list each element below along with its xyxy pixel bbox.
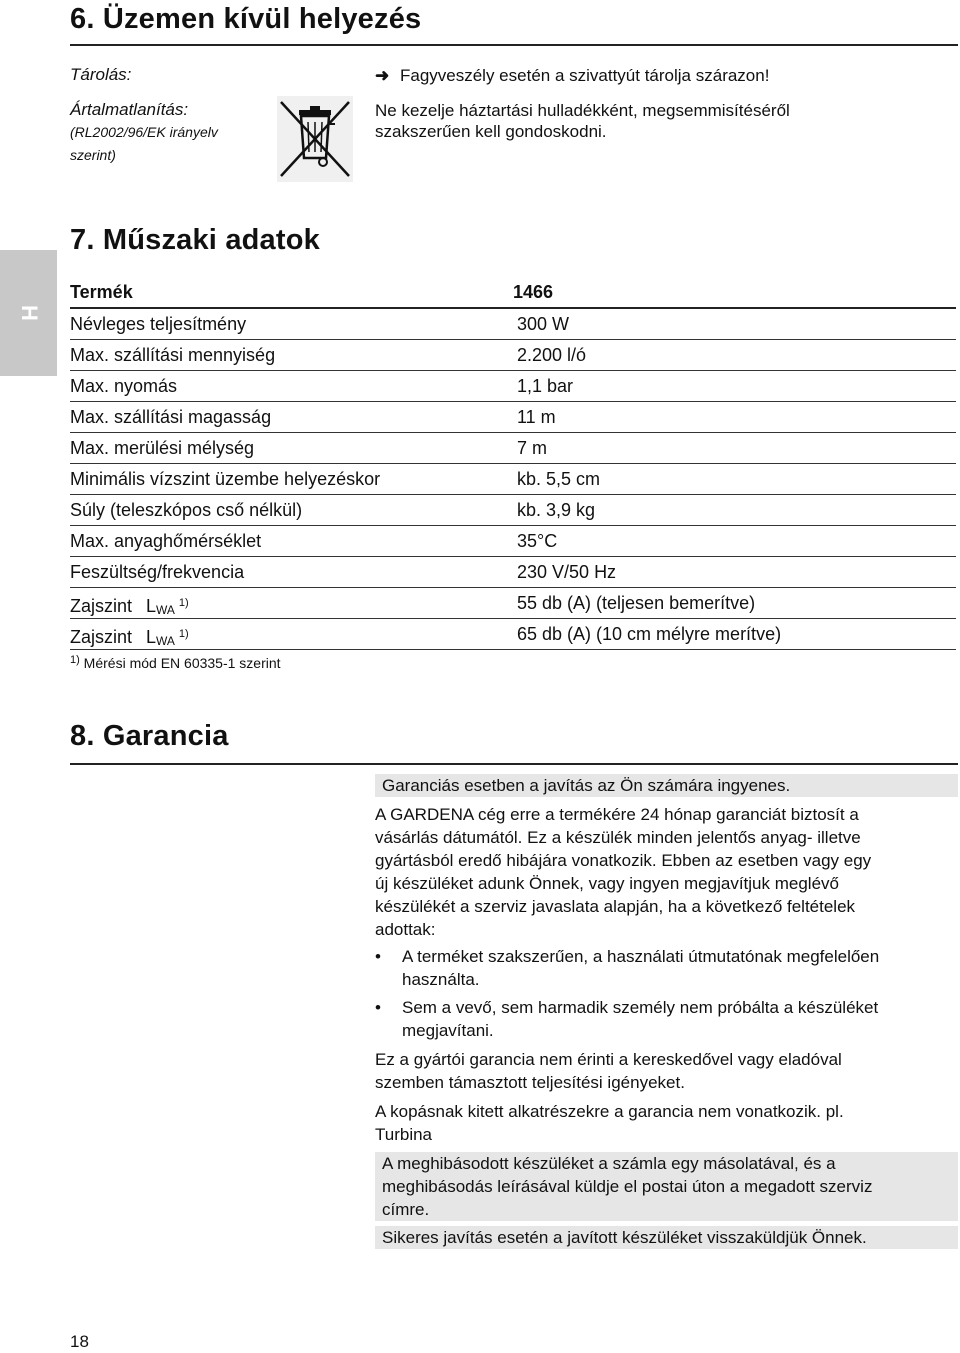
- disposal-text-line2: szakszerűen kell gondoskodni.: [375, 122, 607, 141]
- disposal-label: Ártalmatlanítás:: [70, 100, 189, 119]
- warranty-line: A meghibásodott készüléket a számla egy másolatával, és a: [382, 1154, 836, 1173]
- spec-row: [70, 371, 956, 402]
- spec-value: 230 V/50 Hz: [517, 562, 617, 582]
- warranty-line: meghibásodás leírásával küldje el postai úton a megadott szerviz: [382, 1177, 873, 1196]
- warranty-line: használta.: [402, 970, 480, 989]
- warranty-line: szemben támasztott teljesítési igényeket.: [375, 1073, 685, 1092]
- spec-key: Max. szállítási mennyiség: [70, 345, 276, 365]
- section-8-title: 8. Garancia: [70, 720, 229, 752]
- warranty-paragraph-2: [375, 1048, 958, 1094]
- language-side-tab: [0, 250, 57, 376]
- noise-note: 1): [178, 628, 189, 640]
- section-8-rule: [70, 763, 958, 765]
- warranty-line: megjavítani.: [402, 1021, 494, 1040]
- spec-row: [70, 464, 956, 495]
- spec-row: [70, 557, 956, 588]
- disposal-directive-line2: szerint): [70, 147, 116, 163]
- spec-table: [70, 277, 956, 650]
- page-number: 18: [70, 1332, 89, 1351]
- spec-value: 65 db (A) (10 cm mélyre merítve): [517, 624, 782, 644]
- spec-value: 35°C: [517, 531, 558, 551]
- warranty-line: A kopásnak kitett alkatrészekre a garancia nem vonatkozik. pl.: [375, 1102, 844, 1121]
- spec-key: Minimális vízszint üzembe helyezéskor: [70, 469, 381, 489]
- noise-label: Zajszint: [70, 596, 133, 616]
- spec-key: Max. nyomás: [70, 376, 178, 396]
- spec-key: Névleges teljesítmény: [70, 314, 247, 334]
- warranty-return-note: Sikeres javítás esetén a javított készüléket visszaküldjük Önnek.: [375, 1226, 958, 1249]
- warranty-line: A GARDENA cég erre a termékére 24 hónap garanciát biztosít a: [375, 805, 859, 824]
- warranty-line: A terméket szakszerűen, a használati útmutatónak megfelelően: [402, 947, 880, 966]
- section-6-rule: [70, 44, 958, 46]
- noise-label: Zajszint: [70, 627, 133, 647]
- storage-label: Tárolás:: [70, 65, 132, 84]
- spec-value: 55 db (A) (teljesen bemerítve): [517, 593, 756, 613]
- spec-row: [70, 526, 956, 557]
- warranty-line: Sem a vevő, sem harmadik személy nem próbálta a készüléket: [402, 998, 879, 1017]
- noise-symbol: L: [146, 627, 157, 647]
- warranty-line: címre.: [382, 1200, 430, 1219]
- warranty-paragraph-1: [375, 803, 958, 941]
- section-7-title: 7. Műszaki adatok: [70, 224, 320, 256]
- spec-row-noise: [70, 619, 956, 650]
- spec-row: [70, 402, 956, 433]
- footnote-mark: 1): [70, 654, 80, 666]
- spec-key: [70, 619, 189, 656]
- warranty-line: Turbina: [375, 1125, 433, 1144]
- storage-text: Fagyveszély esetén a szivattyút tárolja szárazon!: [399, 66, 770, 85]
- spec-row-noise: [70, 588, 956, 619]
- disposal-directive-line1: (RL2002/96/EK irányelv: [70, 124, 218, 140]
- spec-key: Max. anyaghőmérséklet: [70, 531, 262, 551]
- spec-key: Súly (teleszkópos cső nélkül): [70, 500, 303, 520]
- noise-symbol-sub: WA: [156, 634, 175, 648]
- section-6-title: 6. Üzemen kívül helyezés: [70, 3, 422, 35]
- spec-table-header: [70, 277, 956, 309]
- noise-note: 1): [178, 597, 189, 609]
- warranty-line: új készüléket adunk Önnek, vagy ingyen megjavítjuk meglévő: [375, 874, 839, 893]
- warranty-line: Ez a gyártói garancia nem érinti a kereskedővel vagy eladóval: [375, 1050, 842, 1069]
- spec-row: [70, 495, 956, 526]
- spec-value: 1,1 bar: [517, 376, 574, 396]
- disposal-directive: [70, 121, 218, 167]
- spec-header-value: 1466: [513, 282, 554, 302]
- spec-footnote: [70, 654, 281, 671]
- footnote-text: Mérési mód EN 60335-1 szerint: [83, 655, 281, 671]
- spec-key: Max. szállítási magasság: [70, 407, 272, 427]
- bullet-icon: •: [375, 998, 381, 1017]
- warranty-condition-2: [402, 996, 958, 1042]
- spec-header-key: Termék: [70, 282, 133, 302]
- spec-value: 2.200 l/ó: [517, 345, 587, 365]
- spec-value: 11 m: [517, 407, 556, 427]
- warranty-free-repair: Garanciás esetben a javítás az Ön számára ingyenes.: [375, 774, 958, 797]
- spec-key: Feszültség/frekvencia: [70, 562, 245, 582]
- warranty-send-instructions: [375, 1152, 958, 1221]
- spec-row: [70, 309, 956, 340]
- warranty-line: adottak:: [375, 920, 436, 939]
- warranty-condition-1: [402, 945, 958, 991]
- noise-symbol: L: [146, 596, 157, 616]
- crossed-out-wheelie-bin-icon: [277, 96, 353, 182]
- spec-row: [70, 340, 956, 371]
- noise-symbol-sub: WA: [156, 603, 175, 617]
- spec-value: kb. 3,9 kg: [517, 500, 596, 520]
- spec-value: 300 W: [517, 314, 570, 334]
- warranty-line: készülékét a szerviz javaslata alapján, ha a következő feltételek: [375, 897, 856, 916]
- arrow-right-icon: ➜: [375, 66, 390, 85]
- spec-row: [70, 433, 956, 464]
- warranty-line: vásárlás dátumától. Ez a készülék minden jelentős anyag- illetve: [375, 828, 861, 847]
- disposal-text-line1: Ne kezelje háztartási hulladékként, megsemmisítéséről: [375, 101, 790, 120]
- spec-key: Max. merülési mélység: [70, 438, 255, 458]
- disposal-text: [375, 100, 790, 142]
- storage-text-row: [375, 65, 769, 86]
- bullet-icon: •: [375, 947, 381, 966]
- spec-value: 7 m: [517, 438, 548, 458]
- warranty-paragraph-3: [375, 1100, 958, 1146]
- spec-value: kb. 5,5 cm: [517, 469, 601, 489]
- warranty-line: gyártásból eredő hibájára vonatkozik. Ebben az esetben vagy egy: [375, 851, 872, 870]
- language-tab-letter: H: [16, 305, 42, 321]
